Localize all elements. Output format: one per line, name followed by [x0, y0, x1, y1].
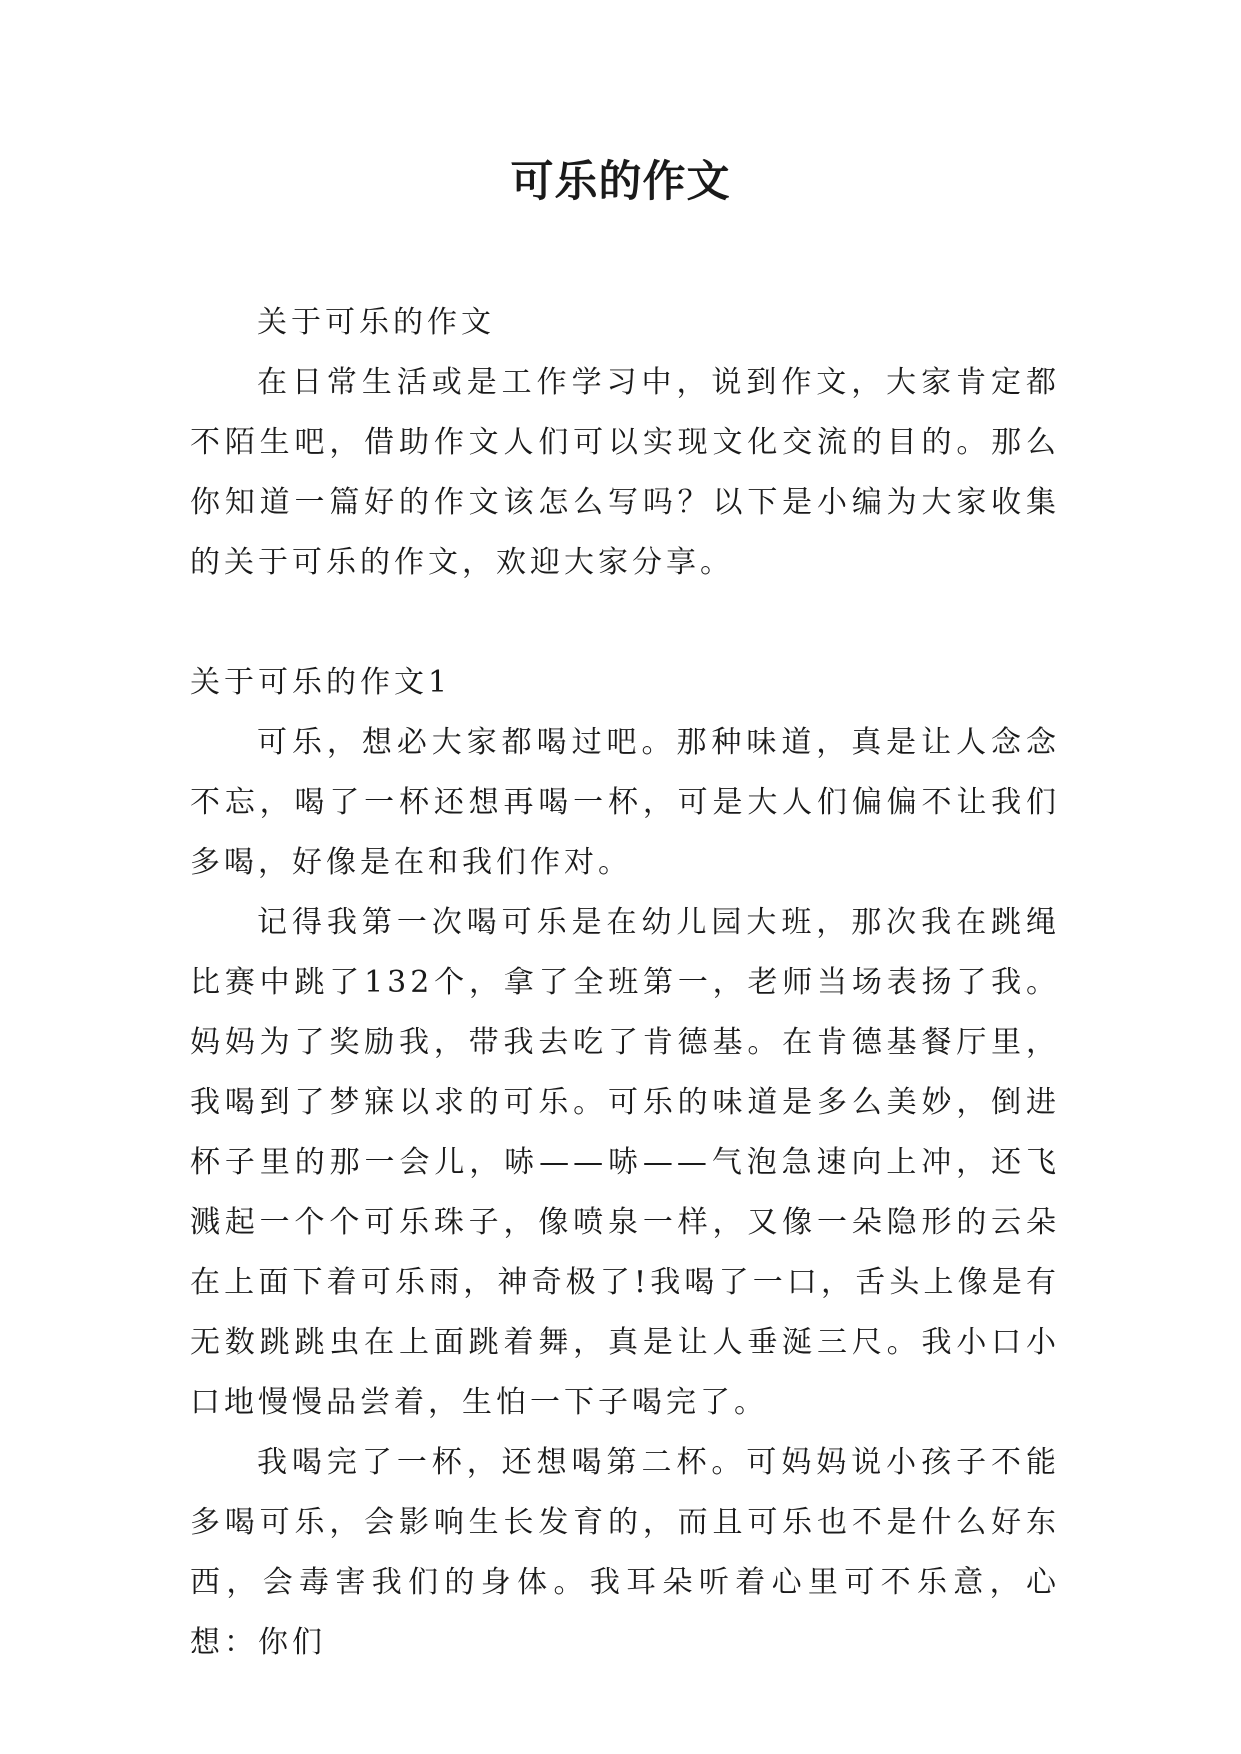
section-heading: 关于可乐的作文1	[190, 665, 452, 700]
intro-heading: 关于可乐的作文	[257, 305, 495, 340]
document-title: 可乐的作文	[510, 157, 731, 207]
body-paragraph: 我喝完了一杯，还想喝第二杯。可妈妈说小孩子不能多喝可乐，会影响生长发育的，而且可乐也不是什么好东西，会毒害我们的身体。我耳朵听着心里可不乐意，心想：你们	[190, 1445, 1060, 1660]
body-paragraph: 记得我第一次喝可乐是在幼儿园大班，那次我在跳绳比赛中跳了132个，拿了全班第一，老师当场表扬了我。妈妈为了奖励我，带我去吃了肯德基。在肯德基餐厅里，我喝到了梦寐以求的可乐。可乐的味道是多么美妙，倒进杯子里的那一会儿，哧——哧——气泡急速向上冲，还飞溅起一个个可乐珠子，像喷泉一样，又像一朵隐形的云朵在上面下着可乐雨，神奇极了!我喝了一口，舌头上像是有无数跳跳虫在上面跳着舞，真是让人垂涎三尺。我小口小口地慢慢品尝着，生怕一下子喝完了。	[190, 905, 1060, 1420]
intro-paragraph: 在日常生活或是工作学习中，说到作文，大家肯定都不陌生吧，借助作文人们可以实现文化交流的目的。那么你知道一篇好的作文该怎么写吗？以下是小编为大家收集的关于可乐的作文，欢迎大家分享。	[190, 365, 1060, 580]
body-paragraph: 可乐，想必大家都喝过吧。那种味道，真是让人念念不忘，喝了一杯还想再喝一杯，可是大人们偏偏不让我们多喝，好像是在和我们作对。	[190, 725, 1060, 880]
document-body	[190, 293, 1060, 1673]
